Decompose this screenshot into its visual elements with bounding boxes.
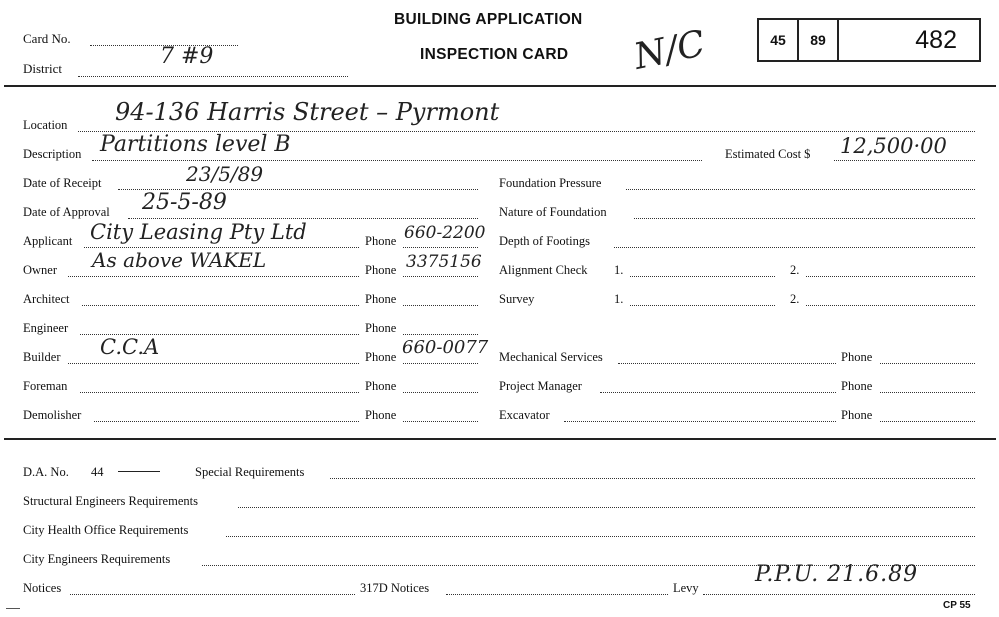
- da-no-value: 44: [91, 465, 104, 479]
- alignment-num-2: 2.: [790, 263, 800, 277]
- applicant-label: Applicant: [23, 234, 73, 248]
- demolisher-label: Demolisher: [23, 408, 82, 422]
- alignment-num-1: 1.: [614, 263, 624, 277]
- description-value: Partitions level B: [100, 132, 291, 157]
- mechanical-phone-label: Phone: [841, 350, 873, 364]
- health-req-line: [226, 536, 975, 537]
- survey-num-1: 1.: [614, 292, 624, 306]
- builder-line: [68, 363, 359, 364]
- builder-value: C.C.A: [100, 335, 160, 359]
- builder-phone-line: [403, 363, 478, 364]
- excavator-line: [564, 421, 836, 422]
- da-no-dash: [118, 471, 160, 472]
- notices-317d-line: [446, 594, 668, 595]
- foundation-pressure-line: [626, 189, 975, 190]
- owner-label: Owner: [23, 263, 58, 277]
- builder-phone-value: 660-0077: [402, 337, 489, 358]
- city-eng-req-label: City Engineers Requirements: [23, 552, 171, 566]
- box-45: 45: [759, 20, 799, 60]
- da-no-label: D.A. No.: [23, 465, 69, 479]
- special-req-line: [330, 478, 975, 479]
- applicant-phone-line: [403, 247, 478, 248]
- foundation-pressure-label: Foundation Pressure: [499, 176, 602, 190]
- project-manager-label: Project Manager: [499, 379, 582, 393]
- foreman-phone-line: [403, 392, 478, 393]
- owner-line: [68, 276, 359, 277]
- applicant-phone-value: 660-2200: [404, 223, 486, 243]
- structural-req-line: [238, 507, 975, 508]
- title-line-2: INSPECTION CARD: [420, 46, 569, 63]
- survey-label: Survey: [499, 292, 535, 306]
- demolisher-phone-label: Phone: [365, 408, 397, 422]
- alignment-line-1: [630, 276, 775, 277]
- project-manager-line: [600, 392, 836, 393]
- owner-phone-line: [403, 276, 478, 277]
- mechanical-phone-line: [880, 363, 975, 364]
- card-no-label: Card No.: [23, 31, 71, 46]
- notices-label: Notices: [23, 581, 62, 595]
- architect-phone-line: [403, 305, 478, 306]
- depth-footings-line: [614, 247, 975, 248]
- corner-mark: [6, 608, 20, 609]
- applicant-phone-label: Phone: [365, 234, 397, 248]
- project-manager-phone-label: Phone: [841, 379, 873, 393]
- description-line: [92, 160, 702, 161]
- architect-label: Architect: [23, 292, 70, 306]
- location-label: Location: [23, 118, 68, 132]
- location-value: 94-136 Harris Street – Pyrmont: [115, 98, 500, 126]
- mechanical-line: [618, 363, 836, 364]
- notices-317d-label: 317D Notices: [360, 581, 430, 595]
- estimated-cost-value: 12,500·00: [840, 134, 947, 158]
- engineer-phone-label: Phone: [365, 321, 397, 335]
- notices-line: [70, 594, 355, 595]
- nature-foundation-label: Nature of Foundation: [499, 205, 607, 219]
- date-approval-value: 25-5-89: [142, 190, 227, 215]
- alignment-line-2: [806, 276, 975, 277]
- estimated-cost-line: [834, 160, 975, 161]
- foreman-phone-label: Phone: [365, 379, 397, 393]
- date-approval-line: [128, 218, 478, 219]
- demolisher-phone-line: [403, 421, 478, 422]
- box-89: 89: [799, 20, 839, 60]
- architect-phone-label: Phone: [365, 292, 397, 306]
- title-line-1: BUILDING APPLICATION: [394, 11, 583, 28]
- card-number-boxes: [757, 18, 981, 62]
- date-approval-label: Date of Approval: [23, 205, 110, 219]
- levy-line: [703, 594, 975, 595]
- builder-label: Builder: [23, 350, 61, 364]
- foreman-line: [80, 392, 359, 393]
- header-divider: [4, 85, 996, 87]
- levy-label: Levy: [673, 581, 699, 595]
- alignment-check-label: Alignment Check: [499, 263, 588, 277]
- levy-value: P.P.U. 21.6.89: [755, 562, 919, 587]
- demolisher-line: [94, 421, 359, 422]
- nc-mark: N/C: [630, 23, 709, 78]
- nature-foundation-line: [634, 218, 975, 219]
- estimated-cost-label: Estimated Cost $: [725, 147, 811, 161]
- survey-line-2: [806, 305, 975, 306]
- engineer-phone-line: [403, 334, 478, 335]
- structural-req-label: Structural Engineers Requirements: [23, 494, 198, 508]
- depth-footings-label: Depth of Footings: [499, 234, 590, 248]
- engineer-label: Engineer: [23, 321, 69, 335]
- applicant-value: City Leasing Pty Ltd: [90, 220, 307, 244]
- owner-phone-value: 3375156: [406, 252, 482, 272]
- mechanical-label: Mechanical Services: [499, 350, 603, 364]
- excavator-phone-line: [880, 421, 975, 422]
- owner-value: As above WAKEL: [92, 248, 267, 272]
- excavator-label: Excavator: [499, 408, 550, 422]
- builder-phone-label: Phone: [365, 350, 397, 364]
- foreman-label: Foreman: [23, 379, 68, 393]
- architect-line: [82, 305, 359, 306]
- survey-num-2: 2.: [790, 292, 800, 306]
- owner-phone-label: Phone: [365, 263, 397, 277]
- excavator-phone-label: Phone: [841, 408, 873, 422]
- special-req-label: Special Requirements: [195, 465, 305, 479]
- date-receipt-value: 23/5/89: [186, 162, 264, 186]
- health-req-label: City Health Office Requirements: [23, 523, 189, 537]
- survey-line-1: [630, 305, 775, 306]
- box-482: 482: [915, 25, 957, 54]
- district-line: [78, 76, 348, 77]
- section-divider: [4, 438, 996, 440]
- date-receipt-label: Date of Receipt: [23, 176, 102, 190]
- district-value: 7 #9: [160, 44, 214, 69]
- description-label: Description: [23, 147, 82, 161]
- project-manager-phone-line: [880, 392, 975, 393]
- form-code: CP 55: [943, 600, 971, 611]
- district-label: District: [23, 61, 62, 76]
